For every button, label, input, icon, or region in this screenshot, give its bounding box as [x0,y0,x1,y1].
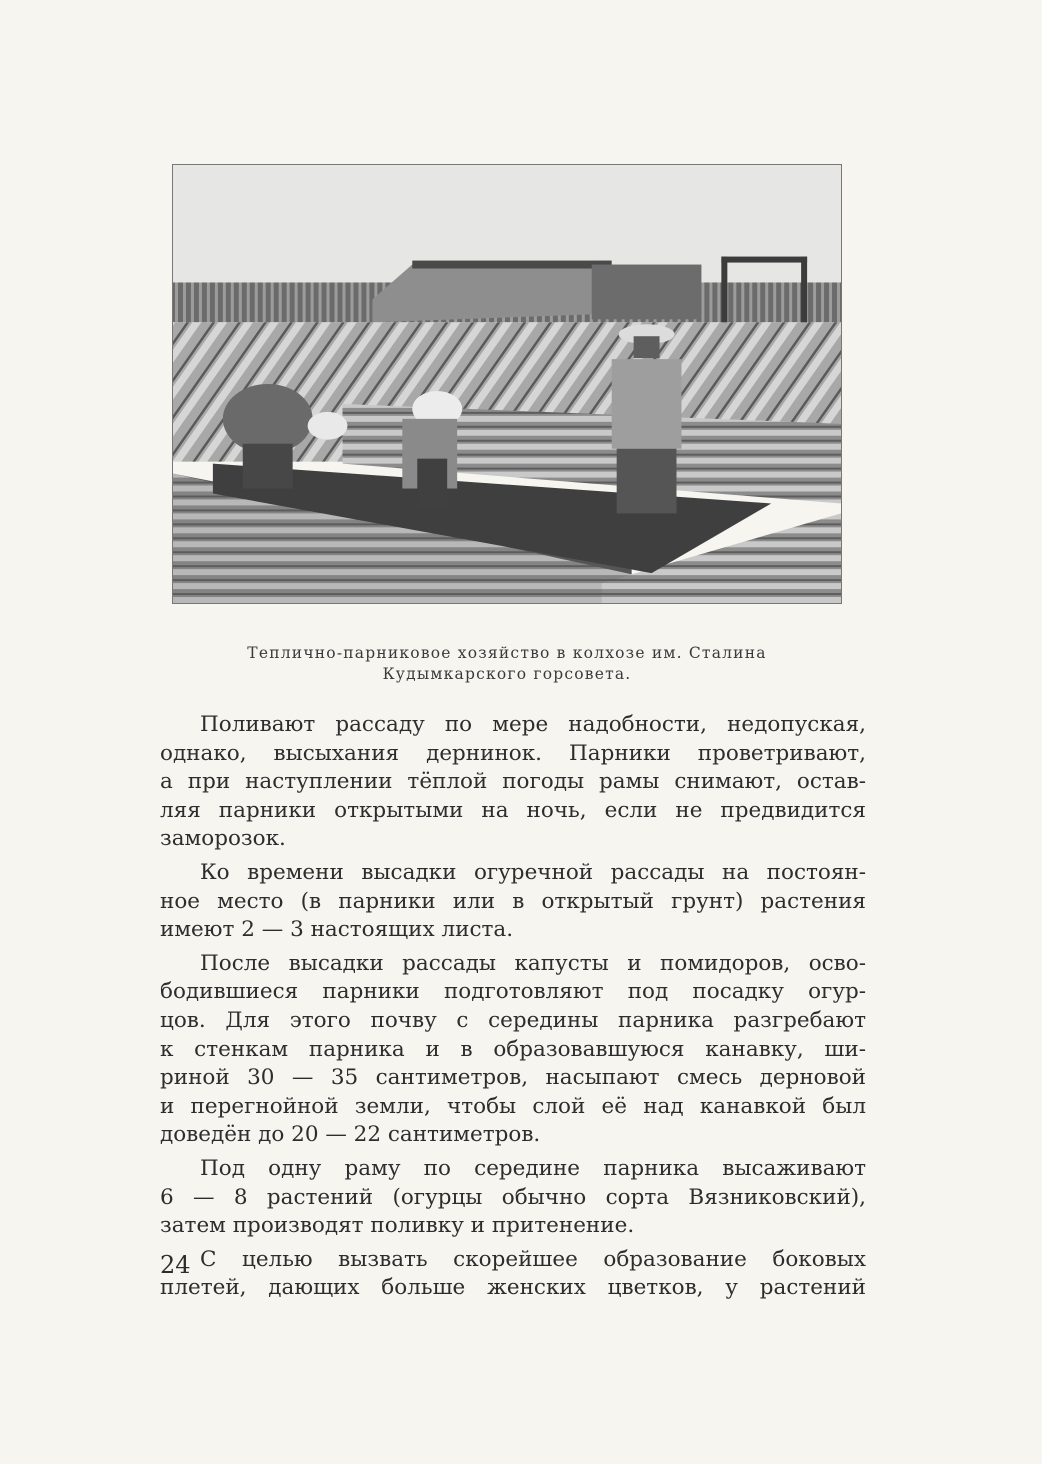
text-line: С целью вызвать скорейшее образование боковых [200,1246,866,1272]
text-line: и перегнойной земли, чтобы слой её над канавкой был [160,1093,866,1119]
body-text [160,711,866,1303]
text-line: риной 30 — 35 сантиметров, насыпают смесь дерновой [160,1065,866,1091]
caption-line: Теплично-парниковое хозяйство в колхозе им. Сталина [247,644,767,662]
text-line: ляя парники открытыми на ночь, если не предвидится [160,797,866,823]
text-line: 6 — 8 растений (огурцы обычно сорта Вязниковский), [160,1184,866,1210]
text-line: однако, высыхания дернинок. Парники проветривают, [160,740,866,766]
text-line: бодившиеся парники подготовляют под посадку огур- [160,979,866,1005]
text-line: заморозок. [160,826,286,852]
page-number: 24 [160,1251,191,1279]
text-line: После высадки рассады капусты и помидоров, осво- [200,950,866,976]
text-line: а при наступлении тёплой погоды рамы снимают, остав- [160,769,866,795]
text-line: цов. Для этого почву с середины парника разгребают [160,1007,866,1033]
text-line: к стенкам парника и в образовавшуюся канавку, ши- [160,1036,866,1062]
text-line: Поливают рассаду по мере надобности, недопуская, [200,712,866,737]
photo-caption [172,643,842,685]
text-line: Ко времени высадки огуречной рассады на постоян- [200,859,866,885]
text-line: имеют 2 — 3 настоящих листа. [160,917,514,943]
text-line: Под одну раму по середине парника высаживают [200,1155,866,1181]
text-line: затем производят поливку и притенение. [160,1213,635,1239]
text-line: ное место (в парники или в открытый грунт) растения [160,888,866,914]
text-line: плетей, дающих больше женских цветков, у растений [160,1275,866,1301]
caption-line: Кудымкарского горсовета. [382,665,632,683]
text-line: доведён до 20 — 22 сантиметров. [160,1122,541,1148]
greenhouse-photo-icon [173,165,841,603]
greenhouse-photo [172,164,842,604]
